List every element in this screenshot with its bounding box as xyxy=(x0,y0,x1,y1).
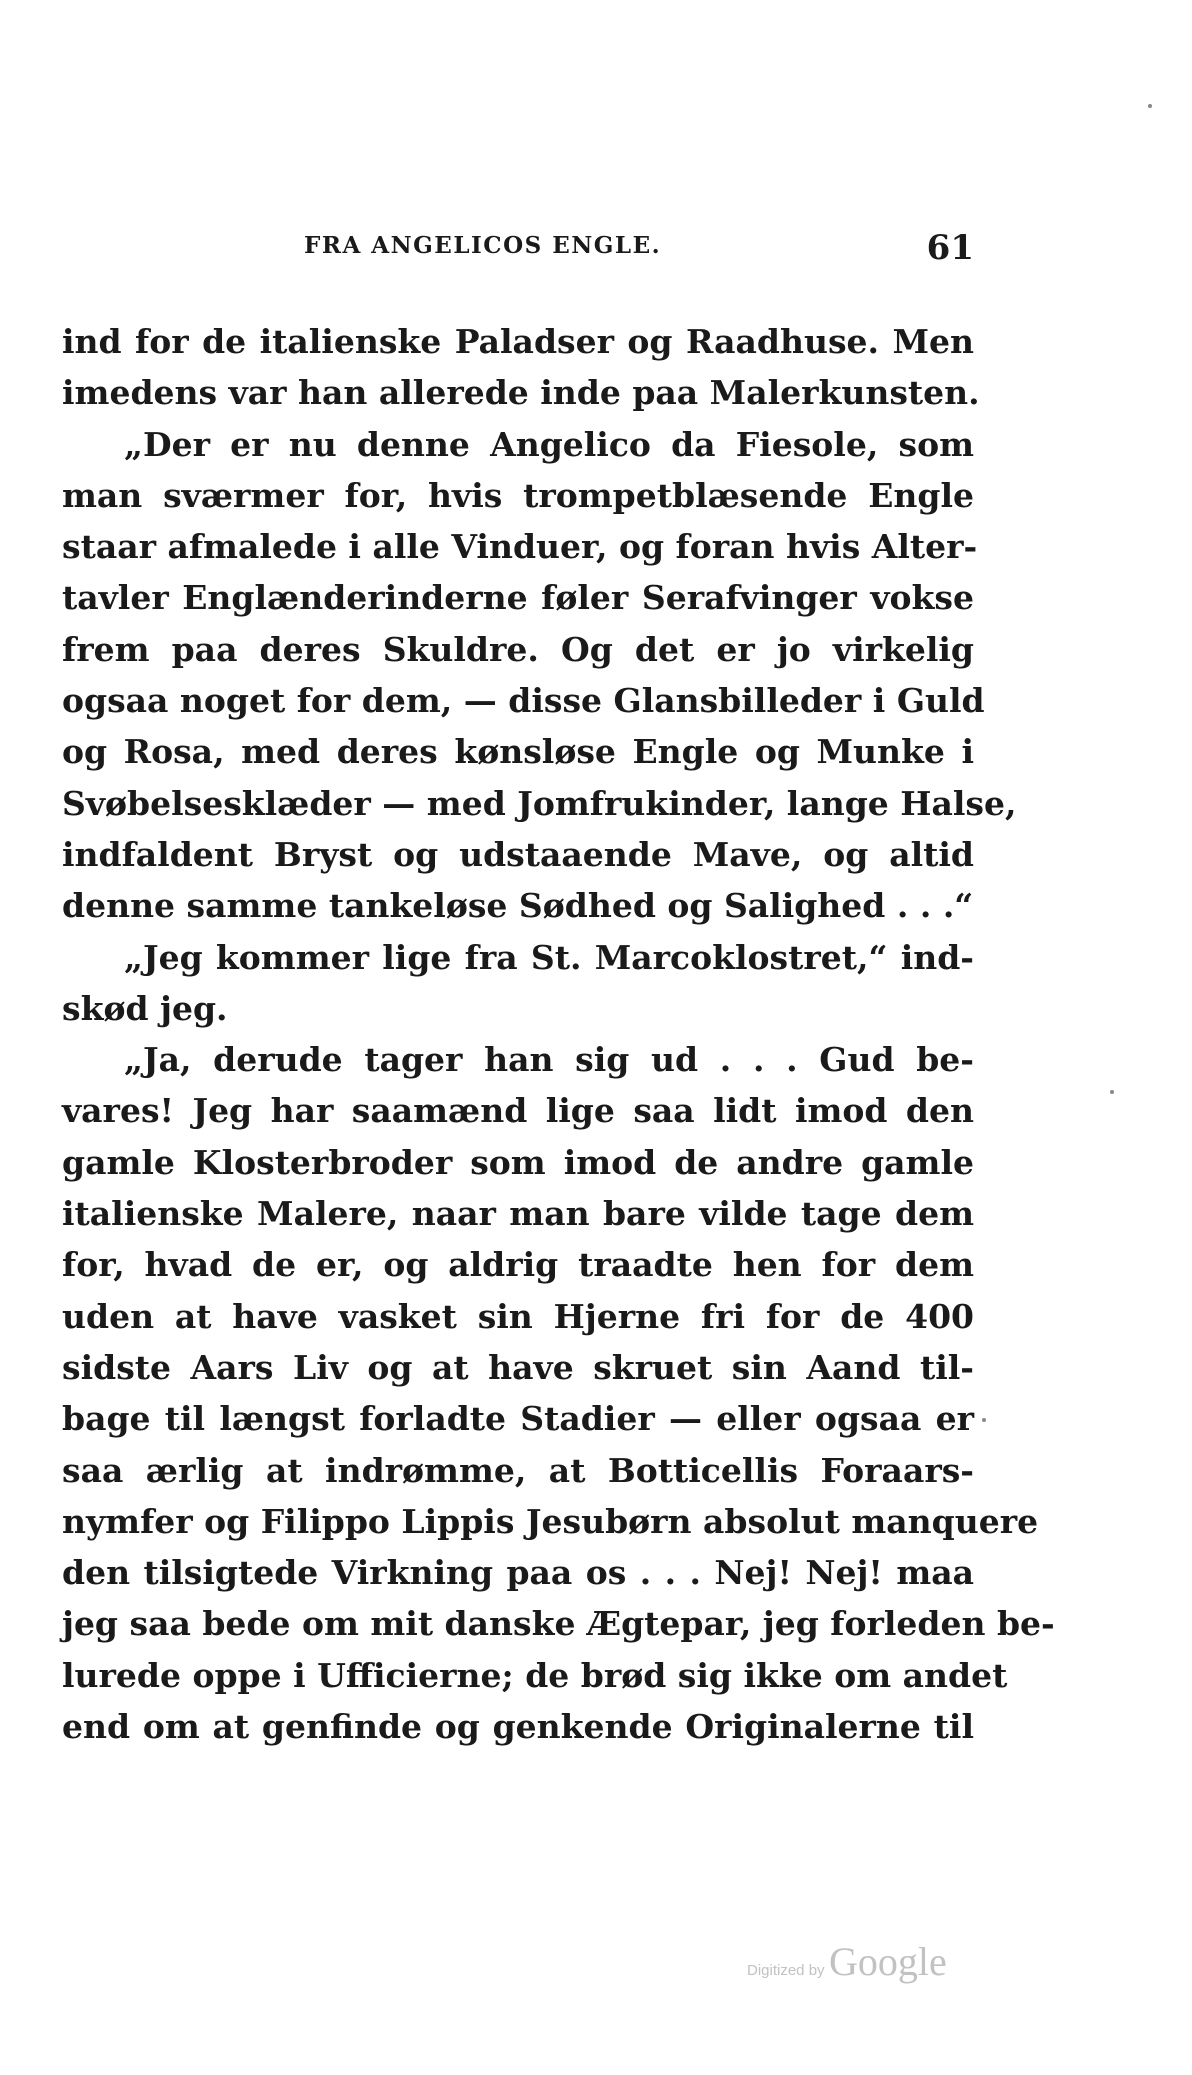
scan-speck xyxy=(1110,1090,1114,1094)
text-line: saa ærlig at indrømme, at Botticellis Foraars- xyxy=(62,1450,974,1490)
text-line: skød jeg. xyxy=(62,988,228,1028)
text-line: end om at genfinde og genkende Originalerne til xyxy=(62,1707,974,1747)
text-line: Svøbelsesklæder — med Jomfrukinder, lange Halse, xyxy=(62,783,1017,823)
watermark-logo: Google xyxy=(829,1939,947,1984)
text-line: jeg saa bede om mit danske Ægtepar, jeg forleden be- xyxy=(62,1604,1055,1644)
text-line: „Jeg kommer lige fra St. Marcoklostret,“ ind- xyxy=(124,937,974,977)
text-line: sidste Aars Liv og at have skruet sin Aand til- xyxy=(62,1347,974,1387)
digitization-watermark xyxy=(747,1938,947,1985)
text-line: den tilsigtede Virkning paa os . . . Nej! Nej! maa xyxy=(62,1553,974,1593)
text-line: „Ja, derude tager han sig ud . . . Gud be- xyxy=(124,1040,974,1080)
text-line: for, hvad de er, og aldrig traadte hen for dem xyxy=(62,1245,974,1285)
text-line: italienske Malere, naar man bare vilde tage dem xyxy=(62,1194,974,1234)
text-line: man sværmer for, hvis trompetblæsende Engle xyxy=(62,475,974,515)
text-line: „Der er nu denne Angelico da Fiesole, som xyxy=(124,424,974,464)
text-line: og Rosa, med deres kønsløse Engle og Munke i xyxy=(62,732,974,772)
text-line: imedens var han allerede inde paa Malerkunsten. xyxy=(62,373,980,413)
watermark-prefix: Digitized by xyxy=(747,1962,825,1979)
text-line: nymfer og Filippo Lippis Jesubørn absolut manquere xyxy=(62,1501,1039,1541)
text-line: vares! Jeg har saamænd lige saa lidt imod den xyxy=(62,1091,974,1131)
text-line: gamle Klosterbroder som imod de andre gamle xyxy=(62,1142,974,1182)
text-line: tavler Englænderinderne føler Serafvinger vokse xyxy=(62,578,974,618)
running-head xyxy=(62,228,974,268)
text-line: lurede oppe i Ufficierne; de brød sig ikke om andet xyxy=(62,1655,1008,1695)
page-number: 61 xyxy=(926,228,974,268)
text-line: indfaldent Bryst og udstaaende Mave, og altid xyxy=(62,834,974,874)
scan-speck xyxy=(982,1418,986,1422)
text-line: ogsaa noget for dem, — disse Glansbilleder i Guld xyxy=(62,681,985,721)
text-line: bage til længst forladte Stadier — eller ogsaa er xyxy=(62,1399,974,1439)
text-line: ind for de italienske Paladser og Raadhuse. Men xyxy=(62,322,974,361)
running-title: FRA ANGELICOS ENGLE. xyxy=(304,232,662,259)
text-line: staar afmalede i alle Vinduer, og foran hvis Alter- xyxy=(62,527,978,567)
text-line: uden at have vasket sin Hjerne fri for de 400 xyxy=(62,1296,974,1336)
body-text xyxy=(62,316,1055,1752)
text-line: frem paa deres Skuldre. Og det er jo virkelig xyxy=(62,629,974,669)
text-line: denne samme tankeløse Sødhed og Salighed . . .“ xyxy=(62,886,974,926)
scan-speck xyxy=(1148,104,1152,108)
